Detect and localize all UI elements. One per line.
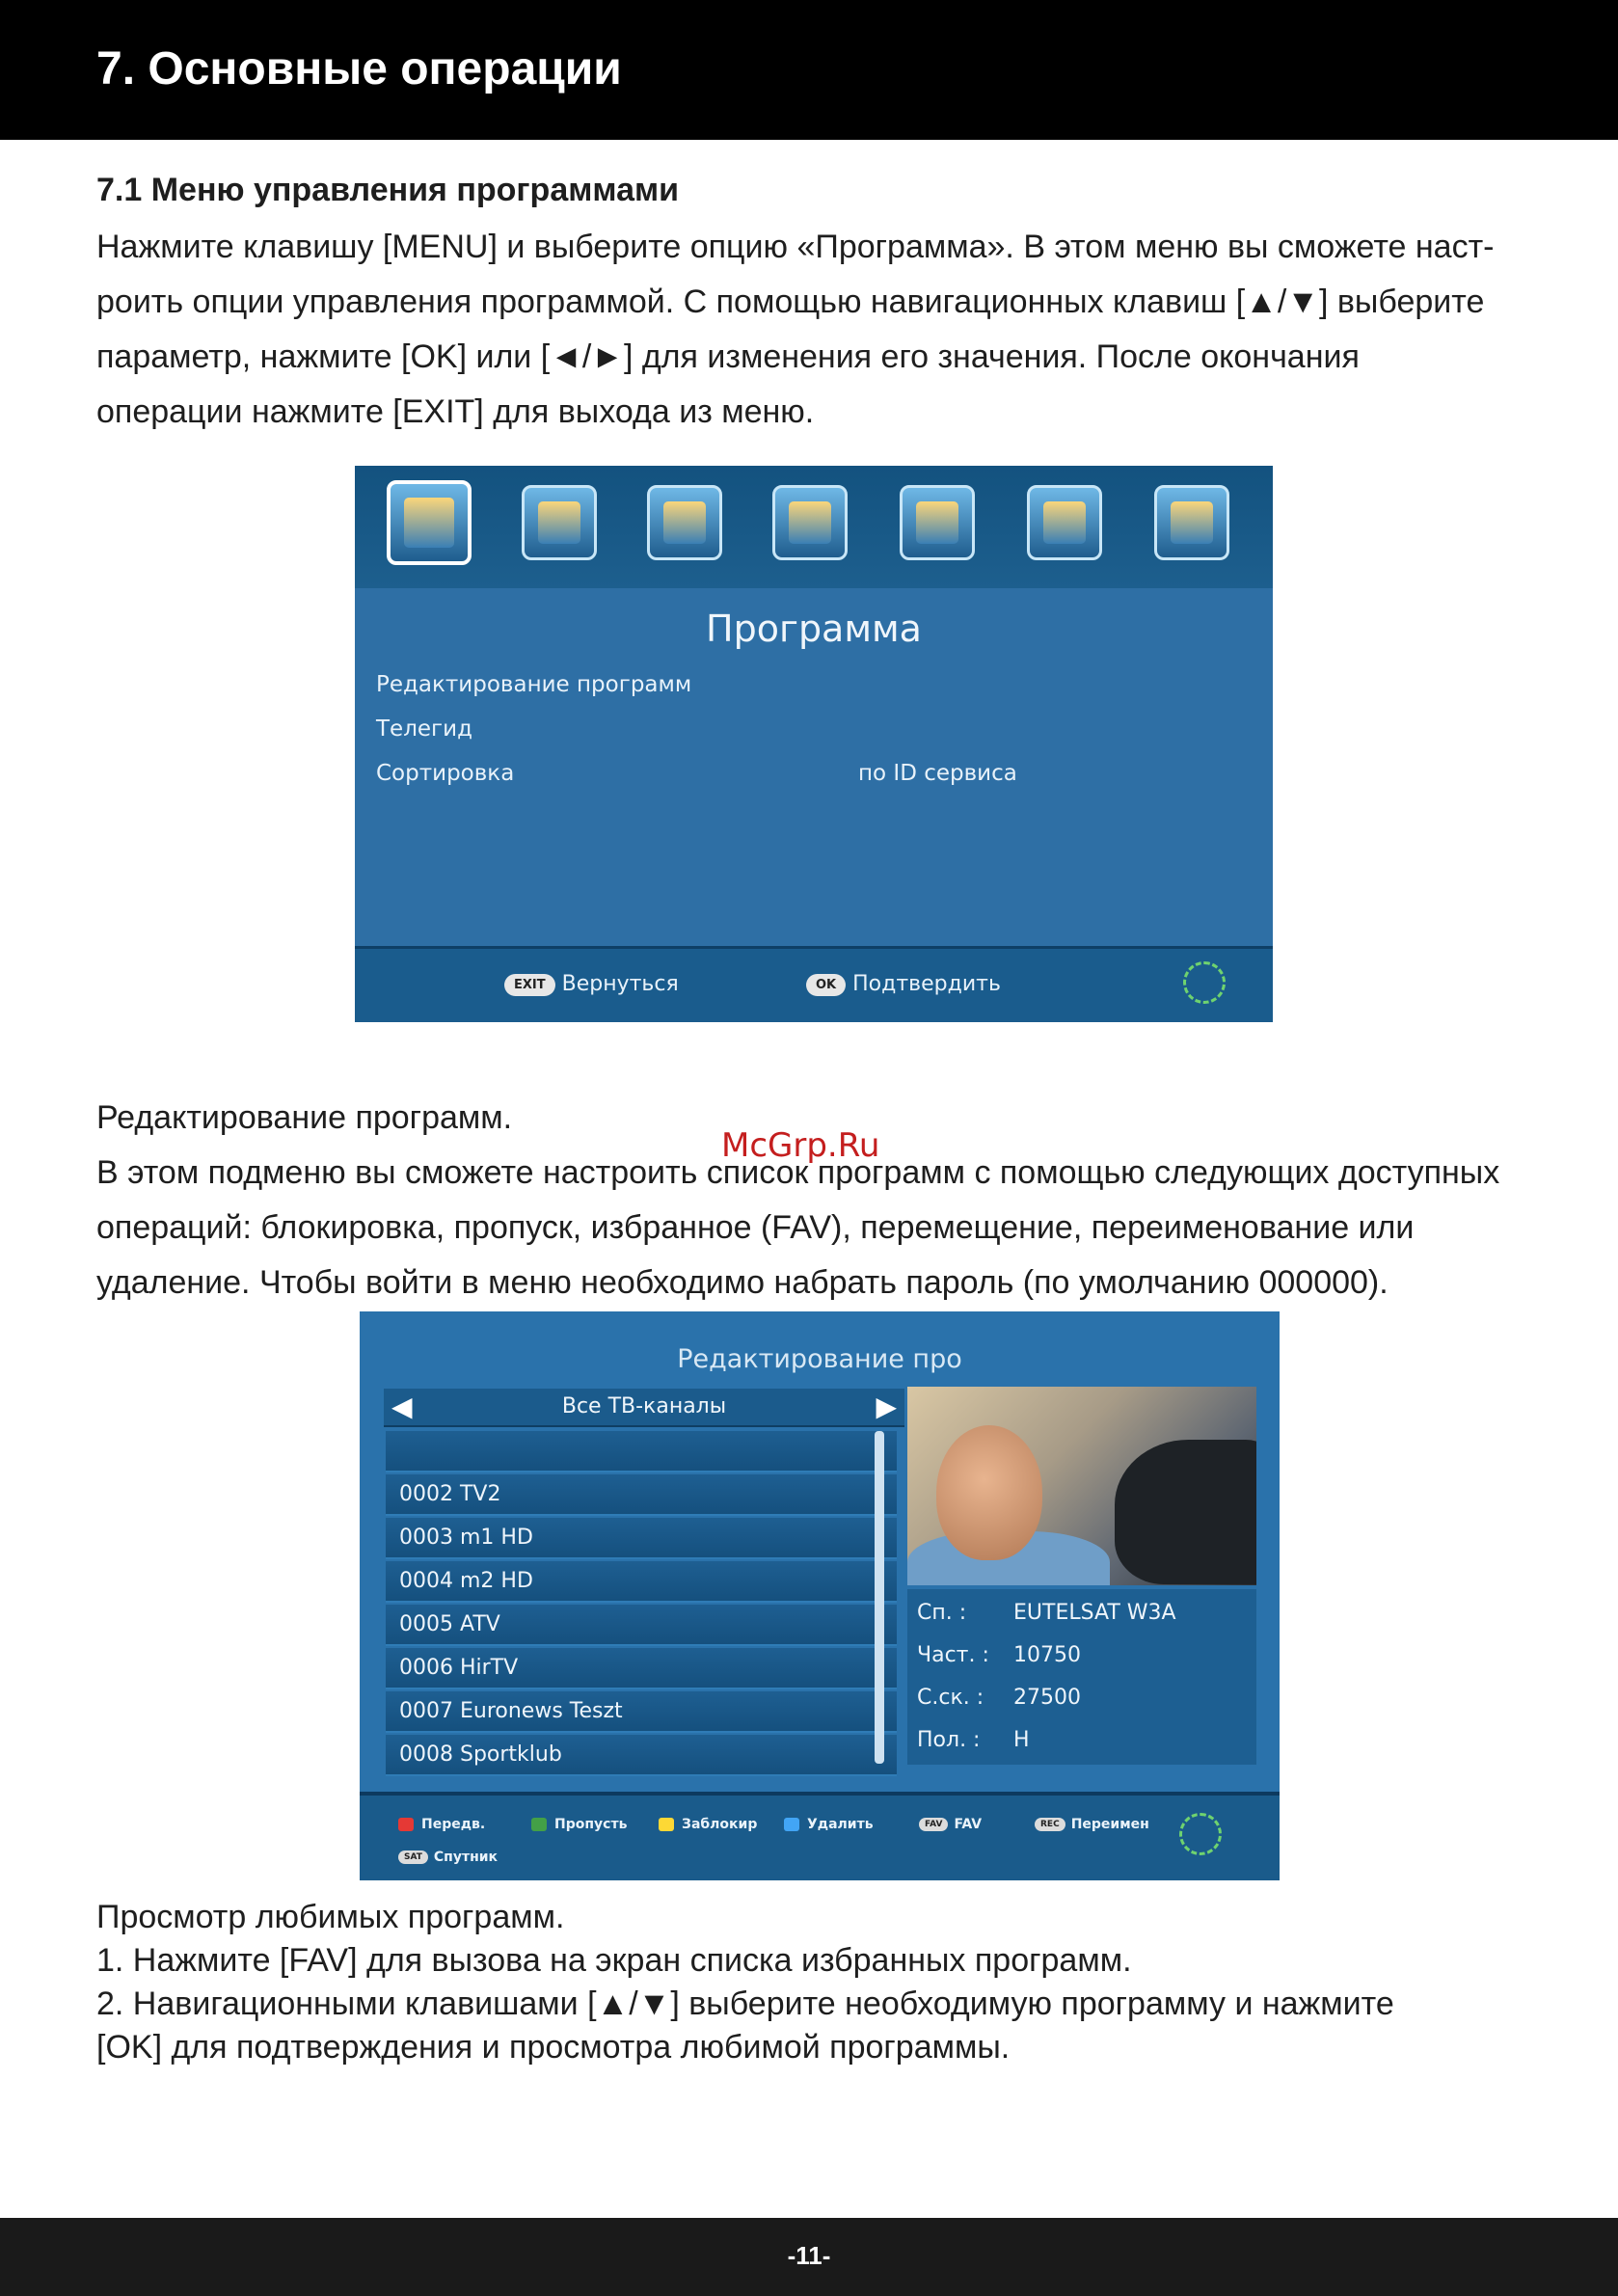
legend-skip-label: Пропусть: [554, 1817, 628, 1832]
ok-label: Подтвердить: [852, 972, 1001, 996]
fav-line: 1. Нажмите [FAV] для вызова на экран списка избранных программ.: [96, 1942, 1132, 1979]
info-value: 27500: [1013, 1686, 1081, 1710]
info-satellite: [917, 1601, 1176, 1625]
menu-footer-bar: [355, 946, 1273, 1022]
arrow-right-icon[interactable]: ▶: [876, 1391, 897, 1421]
sat-key: SAT: [398, 1850, 428, 1864]
intro-line: Нажмите клавишу [MENU] и выберите опцию «Программа». В этом меню вы сможете наст-: [96, 229, 1495, 265]
preview-headrest: [1115, 1440, 1256, 1584]
system-icon: [1027, 485, 1102, 560]
channel-list: [386, 1431, 897, 1778]
exit-label: Вернуться: [561, 972, 679, 996]
picture-icon: [522, 485, 597, 560]
program-menu-screenshot: [355, 466, 1273, 1022]
watermark: McGrp.Ru: [721, 1126, 880, 1165]
fav-key: FAV: [919, 1818, 948, 1831]
video-preview: [907, 1387, 1256, 1585]
info-value: H: [1013, 1728, 1030, 1752]
chapter-title: 7. Основные операции: [96, 43, 622, 95]
rename-key: REC: [1035, 1818, 1065, 1831]
fav-line: [OK] для подтверждения и просмотра любимой программы.: [96, 2029, 1011, 2066]
blue-key-icon: [784, 1818, 799, 1831]
exit-key: EXIT: [504, 974, 555, 996]
category-selector[interactable]: [384, 1389, 904, 1427]
channel-row[interactable]: 0002 TV2: [386, 1474, 897, 1516]
info-polarization: [917, 1728, 1030, 1752]
legend-move: [398, 1817, 485, 1832]
info-key: С.ск. :: [917, 1686, 984, 1710]
fav-line: Просмотр любимых программ.: [96, 1899, 565, 1935]
edit-line: Редактирование программ.: [96, 1099, 513, 1136]
program-icon: [387, 480, 472, 565]
menu-icon-bar: [355, 466, 1273, 588]
channel-row[interactable]: 0003 m1 HD: [386, 1518, 897, 1559]
ok-key: OK: [806, 974, 846, 996]
channel-row[interactable]: 0006 HirTV: [386, 1648, 897, 1689]
edit-paragraph: [96, 1091, 1601, 1310]
channel-search-icon: [647, 485, 722, 560]
channel-row[interactable]: 0007 Euronews Teszt: [386, 1691, 897, 1733]
menu-item-sort[interactable]: Сортировка: [376, 761, 515, 786]
ok-hint: [806, 972, 1001, 996]
red-key-icon: [398, 1818, 414, 1831]
arrow-left-icon[interactable]: ◀: [391, 1391, 413, 1421]
menu-item-epg[interactable]: Телегид: [376, 716, 472, 742]
legend-rename-label: Переимен: [1070, 1817, 1149, 1832]
info-frequency: [917, 1643, 1081, 1667]
legend-delete: [784, 1817, 874, 1832]
yellow-key-icon: [659, 1818, 674, 1831]
legend-lock: [659, 1817, 757, 1832]
green-key-icon: [531, 1818, 547, 1831]
page-number: -11-: [787, 2241, 831, 2270]
favorites-paragraph: [96, 1896, 1601, 2069]
preview-figure-face: [936, 1425, 1042, 1560]
channel-row[interactable]: [386, 1431, 897, 1472]
edit-screen-title: Редактирование про: [677, 1344, 962, 1374]
info-key: Част. :: [917, 1643, 989, 1667]
edit-legend-bar: [360, 1792, 1280, 1880]
edit-line: удаление. Чтобы войти в меню необходимо набрать пароль (по умолчанию 000000).: [96, 1264, 1389, 1301]
info-symbol-rate: [917, 1686, 1081, 1710]
legend-satellite: [398, 1850, 498, 1865]
navigation-keys-icon: [1179, 1813, 1222, 1855]
legend-delete-label: Удалить: [807, 1817, 874, 1832]
menu-title: Программа: [706, 608, 922, 650]
channel-row[interactable]: 0008 Sportklub: [386, 1735, 897, 1776]
page-footer: [0, 2218, 1618, 2296]
intro-paragraph: [96, 220, 1601, 440]
page-header: [0, 0, 1618, 140]
list-scrollbar[interactable]: [875, 1431, 884, 1764]
channel-row[interactable]: 0004 m2 HD: [386, 1561, 897, 1603]
info-key: Сп. :: [917, 1601, 967, 1625]
info-value: EUTELSAT W3A: [1013, 1601, 1176, 1625]
info-value: 10750: [1013, 1643, 1081, 1667]
intro-line: параметр, нажмите [OK] или [◄/►] для изменения его значения. После окончания: [96, 338, 1360, 375]
info-key: Пол. :: [917, 1728, 981, 1752]
fav-line: 2. Навигационными клавишами [▲/▼] выберите необходимую программу и нажмите: [96, 1985, 1394, 2022]
edit-line: операций: блокировка, пропуск, избранное (FAV), перемещение, переименование или: [96, 1209, 1415, 1246]
section-title: 7.1 Меню управления программами: [96, 172, 680, 208]
intro-line: операции нажмите [EXIT] для выхода из меню.: [96, 393, 815, 430]
legend-rename: [1035, 1817, 1149, 1832]
option-icon: [900, 485, 975, 560]
category-label: Все ТВ-каналы: [561, 1394, 727, 1418]
channel-info-panel: [907, 1589, 1256, 1765]
menu-item-edit-programs[interactable]: Редактирование программ: [376, 672, 692, 697]
sort-value[interactable]: по ID сервиса: [858, 761, 1017, 786]
legend-lock-label: Заблокир: [682, 1817, 758, 1832]
legend-move-label: Передв.: [421, 1817, 486, 1832]
legend-fav: [919, 1817, 982, 1832]
exit-hint: [504, 972, 679, 996]
intro-line: роить опции управления программой. С помощью навигационных клавиш [▲/▼] выберите: [96, 284, 1485, 320]
usb-icon: [1154, 485, 1229, 560]
navigation-keys-icon: [1183, 961, 1226, 1004]
channel-row[interactable]: 0005 ATV: [386, 1605, 897, 1646]
program-edit-screenshot: [360, 1311, 1280, 1880]
legend-skip: [531, 1817, 627, 1832]
legend-sat-label: Спутник: [433, 1850, 499, 1865]
time-icon: [772, 485, 848, 560]
edit-line: В этом подменю вы сможете настроить список программ с помощью следующих доступных: [96, 1154, 1500, 1191]
legend-fav-label: FAV: [954, 1817, 983, 1832]
